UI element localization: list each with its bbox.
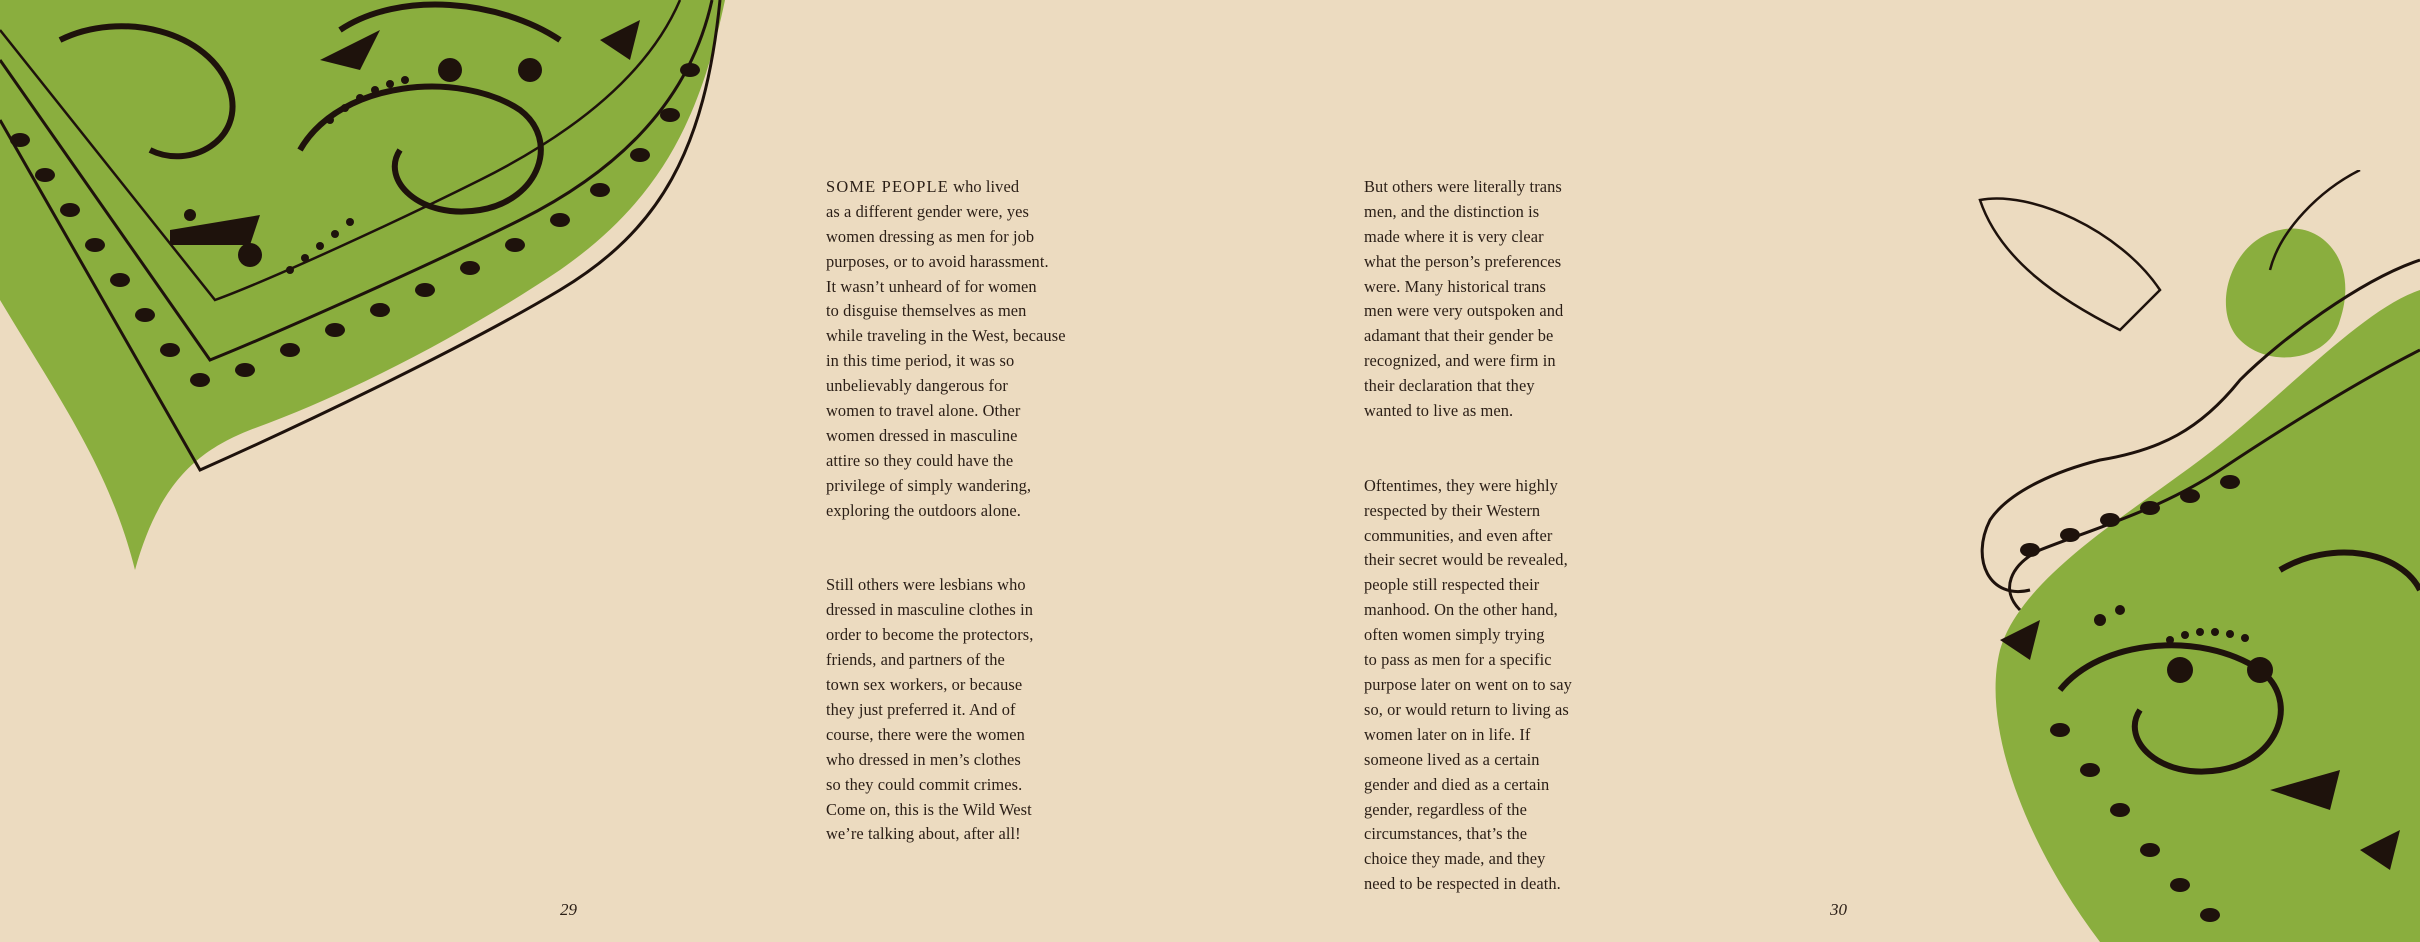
paragraph: But others were literally trans men, and the distinction is made where it is very clear what the person’s preferences were. Many historical trans men were very outspoken and adamant that their gender be recognized, and were firm in their declaration that they wanted to live as men. <box>1364 176 1564 421</box>
right-page <box>1210 0 2420 942</box>
page-number: 30 <box>1830 900 1847 919</box>
paragraph-text: who lived as a different gender were, yes women dressing as men for job purposes, or to avoid harassment. It wasn’t unheard of for women to disguise themselves as men while traveling in the West, because in this time period, it was so unbelievably dangerous for women to travel alone. Other women dressed in masculine attire so they could have the privilege of simply wandering, exploring the outdoors alone. <box>826 176 1066 520</box>
paragraph: Still others were lesbians who dressed in masculine clothes in order to become the protectors, friends, and partners of the town sex workers, or because they just preferred it. And of course, there were the women who dressed in men’s clothes so they could commit crimes. Come on, this is the Wild West we’re talking about, after all! <box>826 575 1034 844</box>
page-number: 29 <box>560 900 577 919</box>
paragraph: Oftentimes, they were highly respected by their Western communities, and even after their secret would be revealed, people still respected their manhood. On the other hand, often women simply trying to pass as men for a specific purpose later on went on to say so, or would return to living as women later on in life. If someone lived as a certain gender and died as a certain gender, regardless of the circumstances, that’s the choice they made, and they need to be respected in death. <box>1364 475 1572 894</box>
knotted-bandana-icon <box>1800 170 2420 942</box>
right-text-column <box>1364 150 1604 922</box>
paragraph <box>826 175 1066 524</box>
bandana-corner-icon <box>0 0 740 580</box>
left-text-column <box>826 150 1066 872</box>
lead-in: SOME PEOPLE <box>826 176 949 196</box>
